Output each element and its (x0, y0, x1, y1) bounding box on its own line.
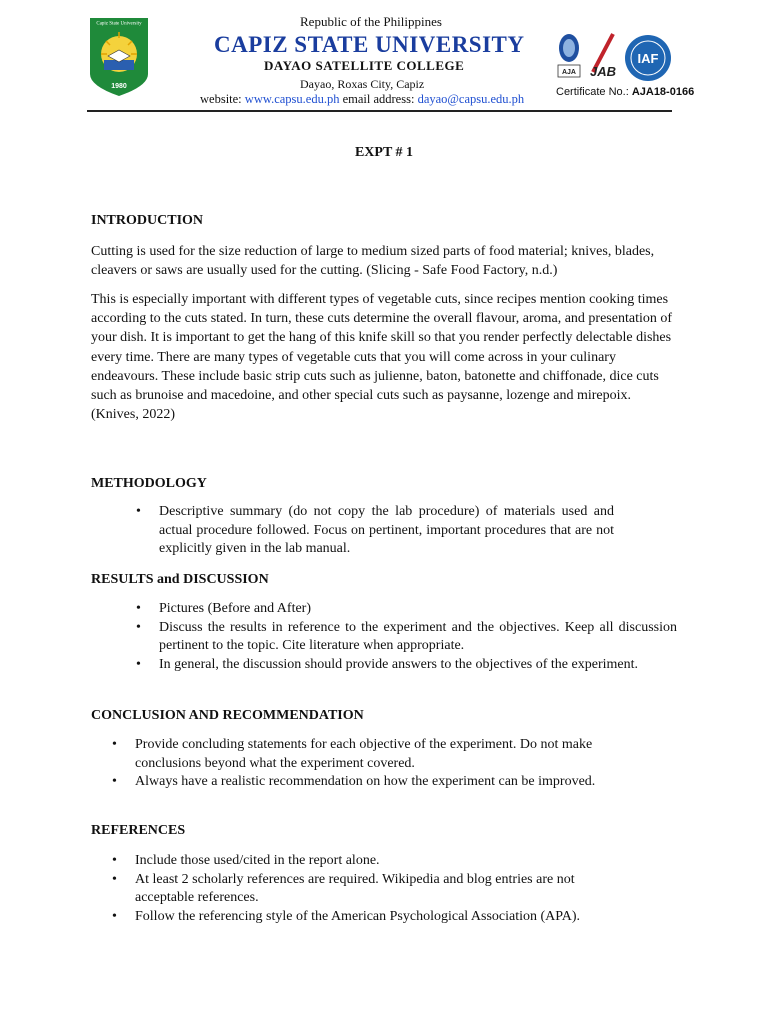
conclusion-heading: CONCLUSION AND RECOMMENDATION (91, 708, 364, 723)
republic-line: Republic of the Philippines (300, 14, 442, 29)
list-item: • Include those used/cited in the report alone. (135, 852, 620, 871)
list-item: • Provide concluding statements for each objective of the experiment. Do not make conclusions beyond what the experiment covered. (135, 736, 635, 773)
introduction-paragraph-2: This is especially important with different types of vegetable cuts, since recipes mention cooking times according to the cuts stated. In turn, these cuts determine the overall flavour, aroma, and presentation of your dish. It is important to get the hang of this knife skill so that you render perfectly delectable dishes every time. There are many types of vegetable cuts that you will come across in your culinary endeavours. These include basic strip cuts such as julienne, baton, batonette and chiffonade, dice cuts such as brunoise and macedoine, and other special cuts such as paysanne, lozenge and mirepoix. (Knives, 2022) (91, 292, 673, 423)
aja-logo (556, 32, 582, 82)
email-label: email address: (339, 92, 418, 106)
seal-text: Capiz State University (96, 21, 142, 27)
results-list (159, 600, 677, 674)
list-item: • Descriptive summary (do not copy the lab procedure) of materials used and actual procedure followed. Focus on pertinent, important procedures that are not explicitly given in the lab manual. (159, 503, 614, 559)
seal-year: 1980 (111, 83, 127, 90)
list-item: • Pictures (Before and After) (159, 600, 677, 619)
college-address: Dayao, Roxas City, Capiz (300, 77, 425, 91)
university-name: CAPIZ STATE UNIVERSITY (214, 32, 525, 57)
iaf-logo-text: IAF (637, 51, 659, 66)
references-list (135, 852, 620, 926)
references-heading: REFERENCES (91, 823, 186, 838)
methodology-list (159, 503, 614, 559)
email-link[interactable]: dayao@capsu.edu.ph (417, 92, 525, 106)
results-heading: RESULTS and DISCUSSION (91, 572, 269, 587)
certificate-value: AJA18-0166 (631, 86, 695, 98)
conclusion-list (135, 736, 635, 792)
document-title: EXPT # 1 (354, 145, 414, 160)
website-label: website: (200, 92, 245, 106)
contact-line (200, 92, 524, 107)
introduction-paragraph-1: Cutting is used for the size reduction of large to medium sized parts of food material; knives, blades, cleavers or saws are usually used for the cutting. (Slicing - Safe Food Factory, n.d.) (91, 244, 655, 279)
list-item: • Always have a realistic recommendation on how the experiment can be improved. (135, 773, 635, 792)
college-name: DAYAO SATELLITE COLLEGE (264, 58, 465, 73)
website-link[interactable]: www.capsu.edu.ph (244, 92, 340, 106)
university-seal-logo (86, 16, 152, 98)
jab-logo-text: JAB (589, 64, 617, 79)
header-divider (87, 110, 672, 112)
list-item: • Follow the referencing style of the American Psychological Association (APA). (135, 908, 620, 927)
list-item: • Discuss the results in reference to the experiment and the objectives. Keep all discussion pertinent to the topic. Cite literature when appropriate. (159, 619, 677, 656)
jab-logo (585, 32, 621, 82)
certificate-number (556, 86, 694, 98)
list-item: • At least 2 scholarly references are required. Wikipedia and blog entries are not acceptable references. (135, 871, 620, 908)
list-item: • In general, the discussion should provide answers to the objectives of the experiment. (159, 656, 677, 675)
iaf-logo (624, 34, 672, 82)
aja-logo-text: AJA (561, 69, 577, 76)
introduction-heading: INTRODUCTION (91, 213, 204, 228)
methodology-heading: METHODOLOGY (91, 476, 207, 491)
certificate-label: Certificate No.: (556, 86, 632, 98)
